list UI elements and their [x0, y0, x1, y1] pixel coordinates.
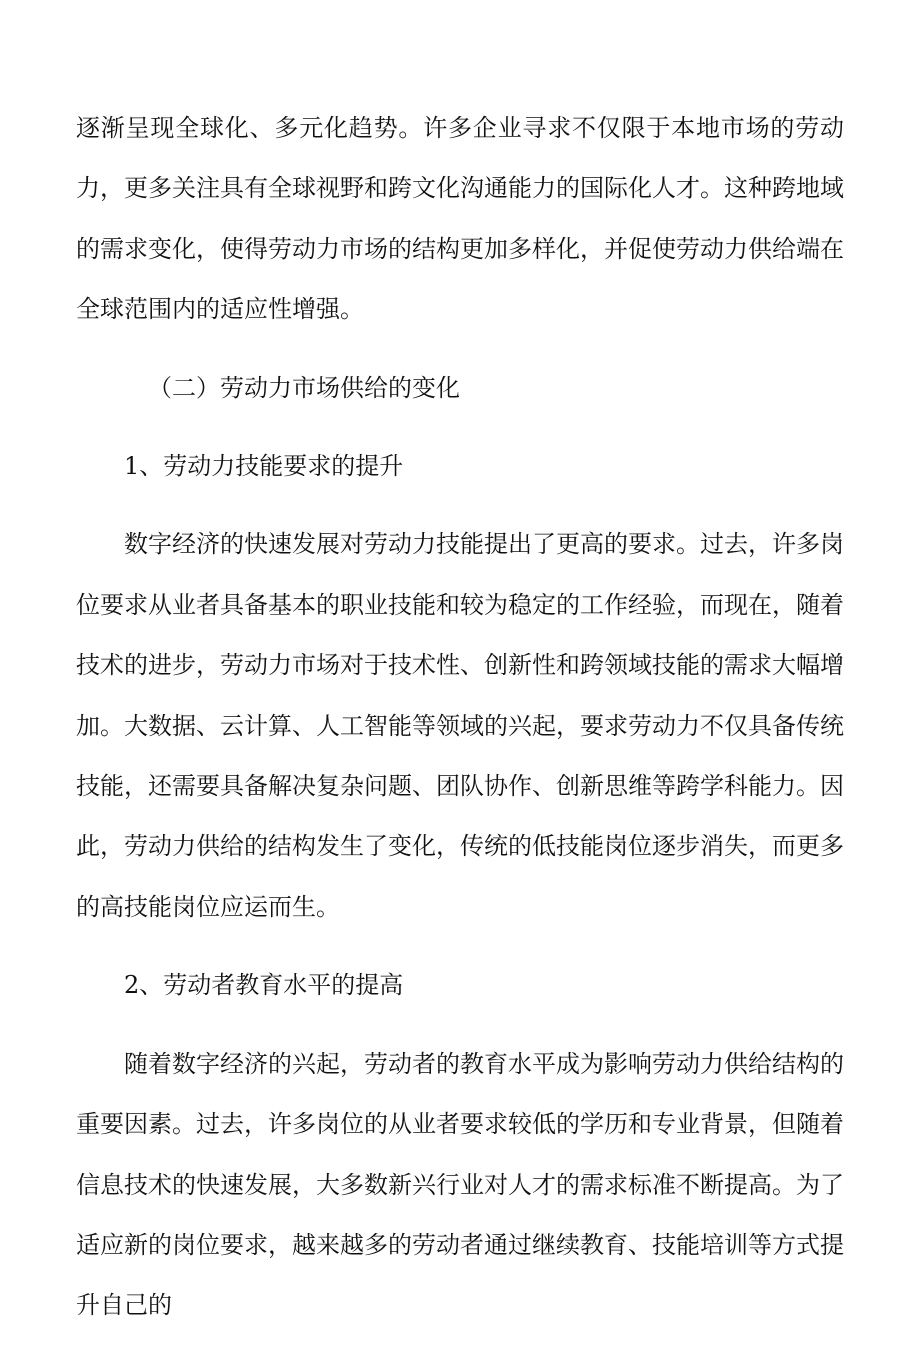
section-heading: （二）劳动力市场供给的变化	[148, 373, 460, 402]
paragraph-skill-requirements: 数字经济的快速发展对劳动力技能提出了更高的要求。过去，许多岗位要求从业者具备基本的职业技能和较为稳定的工作经验，而现在，随着技术的进步，劳动力市场对于技术性、创新性和跨领域技能的需求大幅增加。大数据、云计算、人工智能等领域的兴起，要求劳动力不仅具备传统技能，还需要具备解决复杂问题、团队协作、创新思维等跨学科能力。因此，劳动力供给的结构发生了变化，传统的低技能岗位逐步消失，而更多的高技能岗位应运而生。	[76, 530, 844, 921]
paragraph-education-level: 随着数字经济的兴起，劳动者的教育水平成为影响劳动力供给结构的重要因素。过去，许多岗位的从业者要求较低的学历和专业背景，但随着信息技术的快速发展，大多数新兴行业对人才的需求标准不断提高。为了适应新的岗位要求，越来越多的劳动者通过继续教育、技能培训等方式提升自己的	[76, 1049, 844, 1320]
subheading-skill-requirements: 1、劳动力技能要求的提升	[124, 452, 404, 481]
paragraph-continued: 逐渐呈现全球化、多元化趋势。许多企业寻求不仅限于本地市场的劳动力，更多关注具有全球视野和跨文化沟通能力的国际化人才。这种跨地域的需求变化，使得劳动力市场的结构更加多样化，并促使劳动力供给端在全球范围内的适应性增强。	[76, 114, 844, 324]
subheading-education-level: 2、劳动者教育水平的提高	[124, 971, 404, 1000]
document-body	[76, 98, 844, 1354]
